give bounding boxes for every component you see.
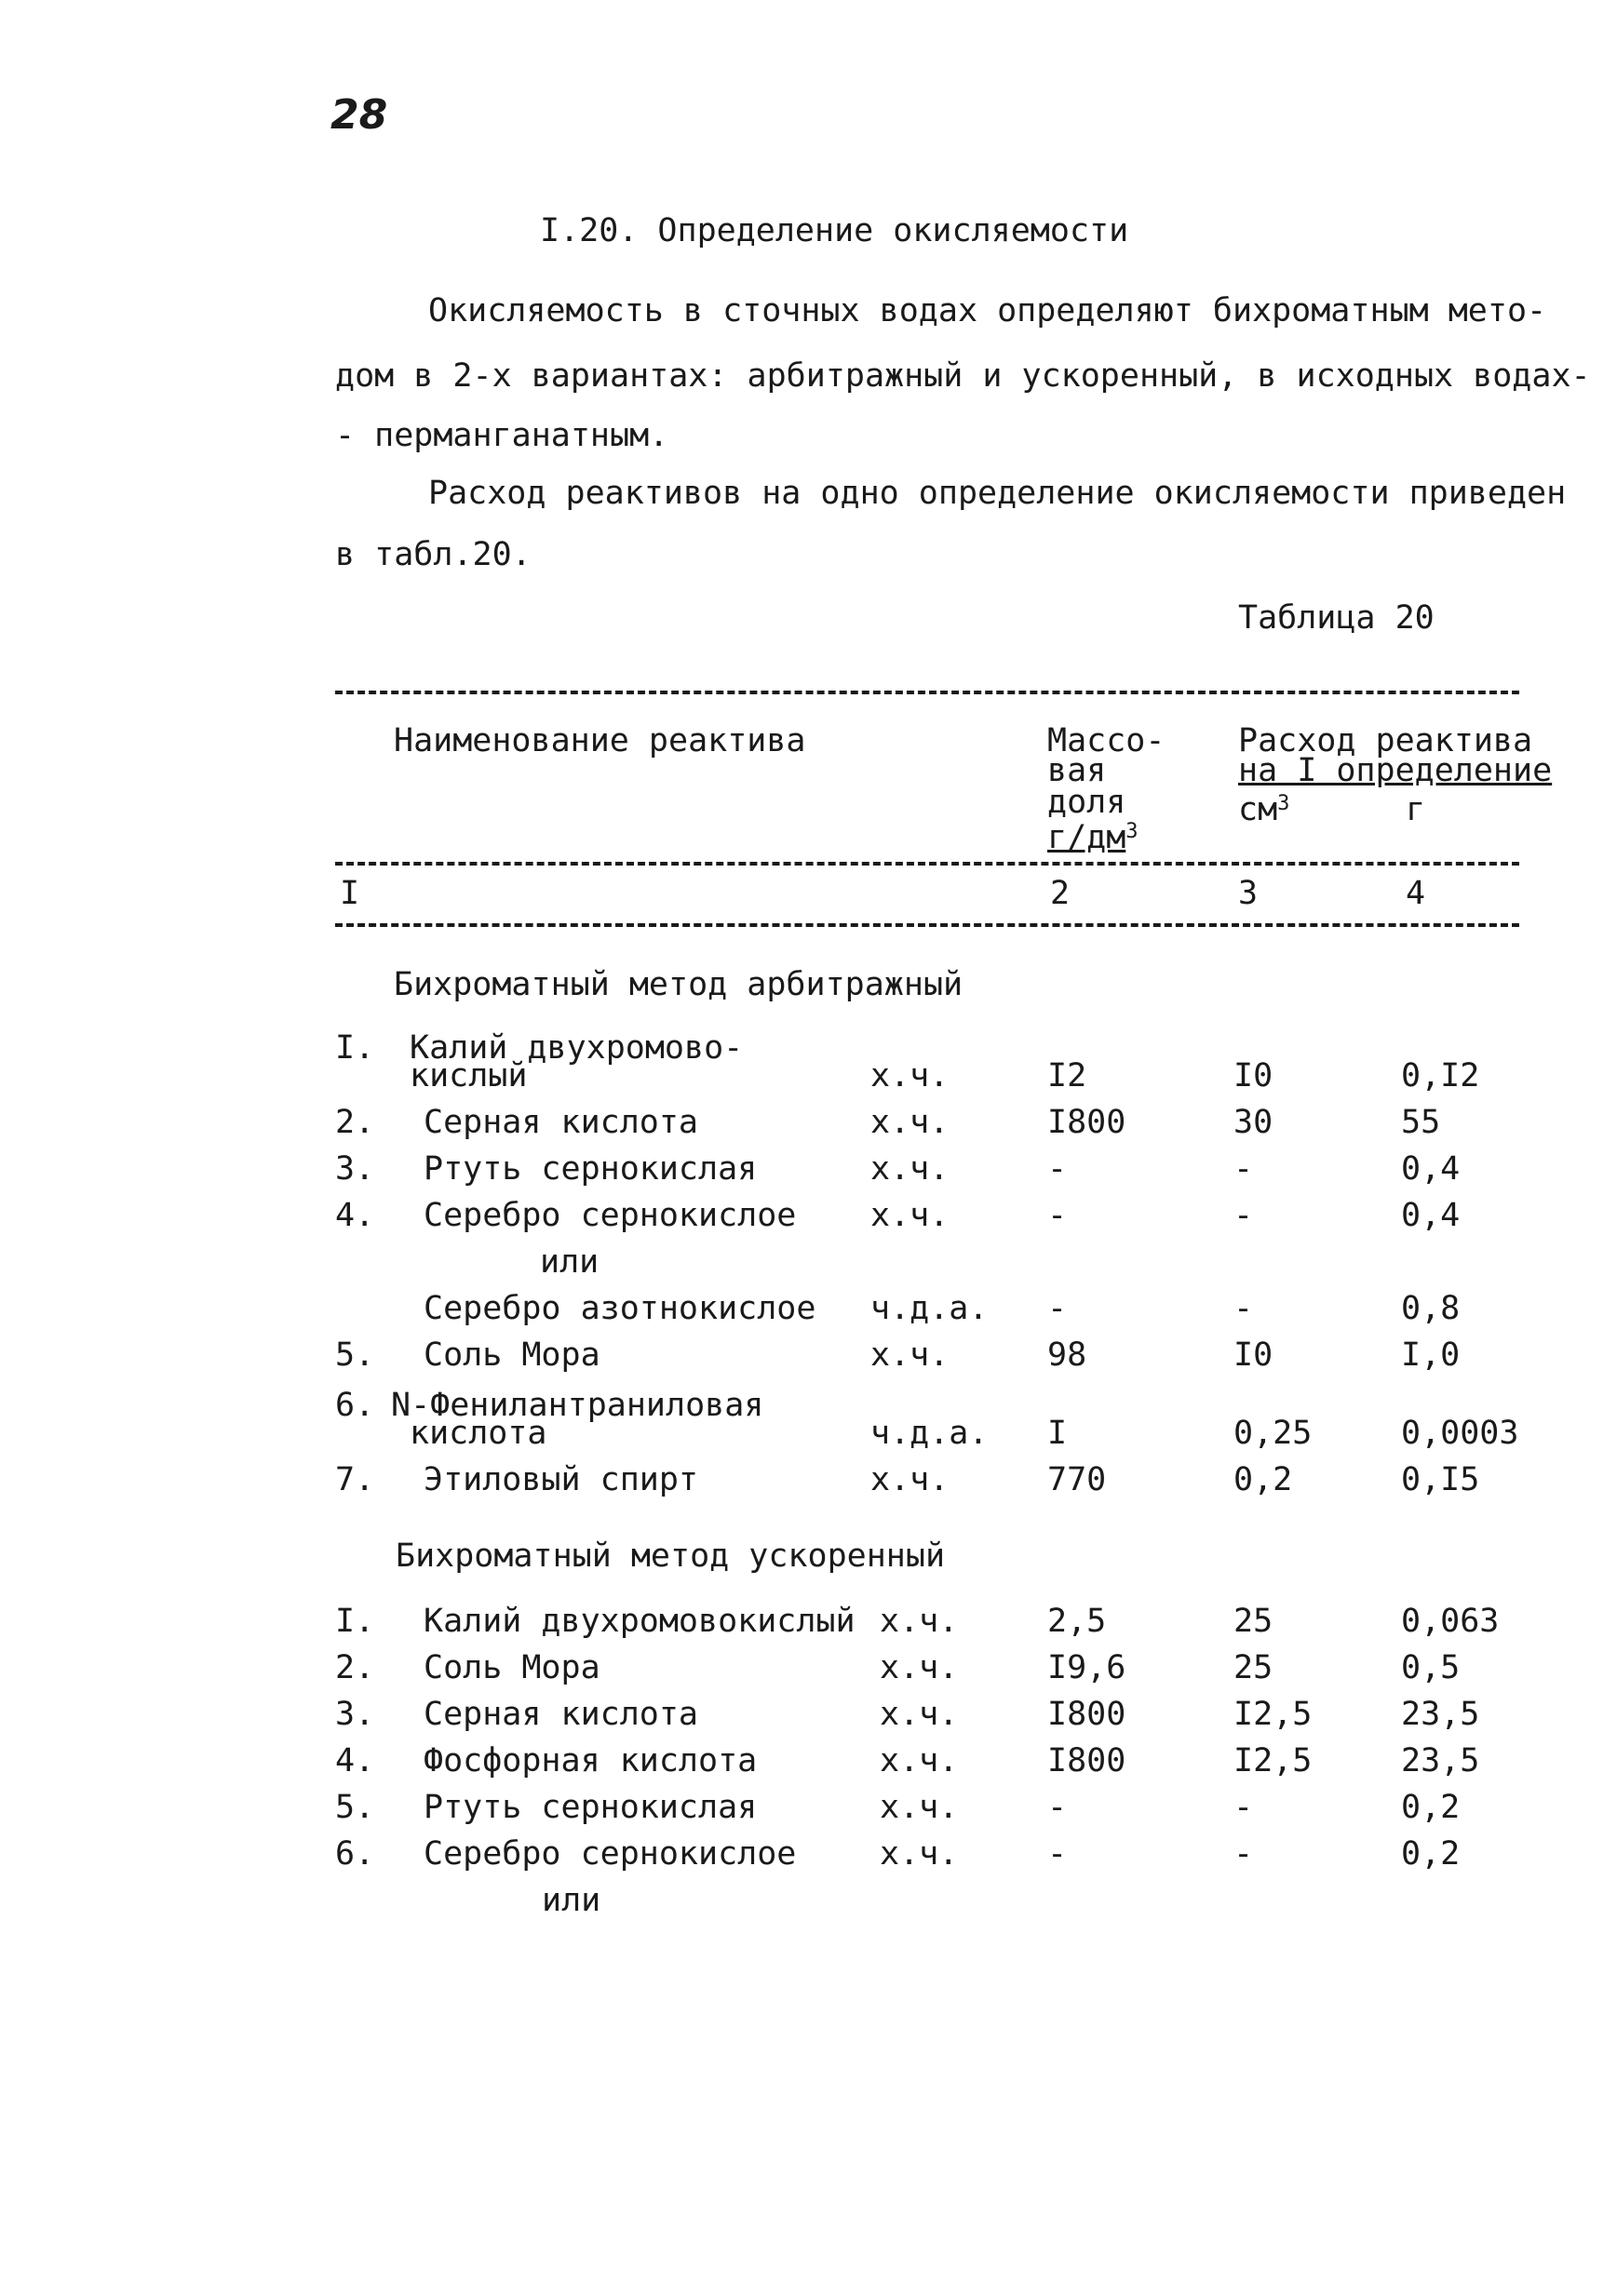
table-row [0, 1197, 1617, 1238]
table-row [0, 1150, 1617, 1191]
row-number: 6. [335, 1835, 375, 1873]
col-number-4: 4 [1406, 875, 1426, 912]
paragraph2-line1: Расход реактивов на одно определение окисляемости приведен [428, 475, 1567, 512]
section2-title: Бихроматный метод ускоренный [396, 1537, 946, 1575]
reagent-name: N-Фенилантраниловая [391, 1387, 764, 1424]
reagent-g: 0,063 [1401, 1603, 1500, 1640]
row-number: 4. [335, 1742, 375, 1779]
reagent-cm3: I0 [1233, 1336, 1273, 1374]
reagent-grade: х.ч. [880, 1603, 959, 1640]
reagent-name: Калий двухромово- [410, 1029, 744, 1067]
reagent-name: Серебро сернокислое [424, 1835, 797, 1873]
reagent-cm3: I0 [1233, 1057, 1273, 1094]
reagent-mass: I800 [1047, 1696, 1126, 1733]
reagent-mass: - [1047, 1150, 1068, 1188]
table-row [0, 1649, 1617, 1690]
header-cm3: $см^3$ [1238, 791, 1290, 828]
section-title: I.20. Определение окисляемости [540, 212, 1129, 249]
reagent-g: 0,2 [1401, 1835, 1461, 1873]
reagent-g: 0,8 [1401, 1290, 1461, 1327]
paragraph1-line2: дом в 2-х вариантах: арбитражный и ускоренный, в исходных водах- [335, 357, 1591, 395]
reagent-grade: х.ч. [880, 1789, 959, 1826]
table-numbers-rule [335, 923, 1519, 927]
reagent-mass: - [1047, 1789, 1068, 1826]
reagent-g: 0,I5 [1401, 1461, 1480, 1498]
reagent-cm3: - [1233, 1290, 1254, 1327]
reagent-grade: х.ч. [870, 1057, 950, 1094]
table-row [0, 1696, 1617, 1737]
reagent-cm3: 0,25 [1233, 1415, 1313, 1452]
reagent-mass: - [1047, 1835, 1068, 1873]
reagent-mass: I800 [1047, 1742, 1126, 1779]
reagent-mass: I9,6 [1047, 1649, 1126, 1686]
section1-title: Бихроматный метод арбитражный [394, 966, 963, 1003]
reagent-cm3: - [1233, 1197, 1254, 1234]
header-consumption-2: на I определение [1238, 752, 1553, 789]
table-row [0, 1290, 1617, 1331]
reagent-name: Этиловый спирт [424, 1461, 699, 1498]
col-number-1: I [340, 875, 360, 912]
reagent-grade: ч.д.а. [870, 1290, 989, 1327]
reagent-mass: I [1047, 1415, 1068, 1452]
table-row [0, 1415, 1617, 1456]
reagent-g: 0,4 [1401, 1197, 1461, 1234]
reagent-mass: 98 [1047, 1336, 1087, 1374]
reagent-cm3: 25 [1233, 1603, 1273, 1640]
reagent-name: Серная кислота [424, 1104, 699, 1141]
col-number-2: 2 [1050, 875, 1071, 912]
table-row [0, 1461, 1617, 1502]
table-row [0, 1835, 1617, 1876]
table-row [0, 1603, 1617, 1644]
reagent-name: Соль Мора [424, 1649, 600, 1686]
row-number: 5. [335, 1789, 375, 1826]
table-row [0, 1057, 1617, 1098]
reagent-g: 0,I2 [1401, 1057, 1480, 1094]
reagent-grade: х.ч. [880, 1649, 959, 1686]
reagent-name: Ртуть сернокислая [424, 1789, 758, 1826]
header-consumption-1: Расход реактива [1238, 722, 1533, 759]
row-number: 3. [335, 1696, 375, 1733]
reagent-grade: х.ч. [880, 1835, 959, 1873]
table-row [0, 1742, 1617, 1783]
reagent-name: Калий двухромовокислый [424, 1603, 856, 1640]
row-number: 7. [335, 1461, 375, 1498]
reagent-grade: х.ч. [880, 1742, 959, 1779]
paragraph1-line1: Окисляемость в сточных водах определяют бихроматным мето- [428, 292, 1547, 329]
reagent-cm3: 25 [1233, 1649, 1273, 1686]
header-mass-1: Массо- [1047, 722, 1166, 759]
reagent-g: 23,5 [1401, 1696, 1480, 1733]
reagent-g: I,0 [1401, 1336, 1461, 1374]
or-label: или [540, 1243, 600, 1281]
reagent-cm3: - [1233, 1789, 1254, 1826]
table-row [0, 1882, 1617, 1923]
reagent-mass: - [1047, 1290, 1068, 1327]
paragraph1-line3: - перманганатным. [335, 417, 669, 454]
row-number: 3. [335, 1150, 375, 1188]
reagent-grade: х.ч. [870, 1197, 950, 1234]
row-number: I. [335, 1029, 375, 1067]
row-number: 4. [335, 1197, 375, 1234]
reagent-grade: х.ч. [870, 1336, 950, 1374]
reagent-grade: х.ч. [870, 1461, 950, 1498]
reagent-grade: х.ч. [870, 1104, 950, 1141]
col-number-3: 3 [1238, 875, 1259, 912]
reagent-cm3: I2,5 [1233, 1742, 1313, 1779]
or-label: или [542, 1882, 601, 1919]
reagent-g: 0,4 [1401, 1150, 1461, 1188]
reagent-name-cont: кислота [410, 1415, 547, 1452]
reagent-name: Фосфорная кислота [424, 1742, 758, 1779]
reagent-g: 0,2 [1401, 1789, 1461, 1826]
row-number: I. [335, 1603, 375, 1640]
row-number: 2. [335, 1104, 375, 1141]
reagent-cm3: - [1233, 1150, 1254, 1188]
table-row [0, 1336, 1617, 1377]
table-top-rule [335, 691, 1519, 694]
table-caption: Таблица 20 [1238, 599, 1435, 637]
table-row [0, 1104, 1617, 1145]
reagent-cm3: - [1233, 1835, 1254, 1873]
header-mass-unit: $г/дм^3$ [1047, 819, 1139, 856]
reagent-mass: 2,5 [1047, 1603, 1107, 1640]
reagent-cm3: 30 [1233, 1104, 1273, 1141]
reagent-g: 0,5 [1401, 1649, 1461, 1686]
row-number: 6. [335, 1387, 375, 1424]
header-g: г [1406, 791, 1426, 828]
reagent-name: Соль Мора [424, 1336, 600, 1374]
reagent-mass: - [1047, 1197, 1068, 1234]
page-number: 28 [330, 91, 388, 139]
paragraph2-line2: в табл.20. [335, 536, 532, 573]
header-mass-3: доля [1047, 784, 1126, 821]
reagent-grade: ч.д.а. [870, 1415, 989, 1452]
header-name: Наименование реактива [394, 722, 806, 759]
reagent-g: 23,5 [1401, 1742, 1480, 1779]
reagent-name: Серебро азотнокислое [424, 1290, 816, 1327]
reagent-grade: х.ч. [870, 1150, 950, 1188]
reagent-mass: I800 [1047, 1104, 1126, 1141]
header-mass-2: вая [1047, 752, 1107, 789]
reagent-name: Серебро сернокислое [424, 1197, 797, 1234]
row-number: 2. [335, 1649, 375, 1686]
table-row [0, 1789, 1617, 1830]
reagent-cm3: 0,2 [1233, 1461, 1293, 1498]
table-header-rule [335, 862, 1519, 866]
reagent-mass: 770 [1047, 1461, 1107, 1498]
reagent-name: Ртуть сернокислая [424, 1150, 758, 1188]
reagent-grade: х.ч. [880, 1696, 959, 1733]
reagent-cm3: I2,5 [1233, 1696, 1313, 1733]
reagent-name-cont: кислый [410, 1057, 528, 1094]
reagent-mass: I2 [1047, 1057, 1087, 1094]
reagent-g: 0,0003 [1401, 1415, 1519, 1452]
table-row [0, 1243, 1617, 1284]
reagent-g: 55 [1401, 1104, 1441, 1141]
reagent-name: Серная кислота [424, 1696, 699, 1733]
row-number: 5. [335, 1336, 375, 1374]
